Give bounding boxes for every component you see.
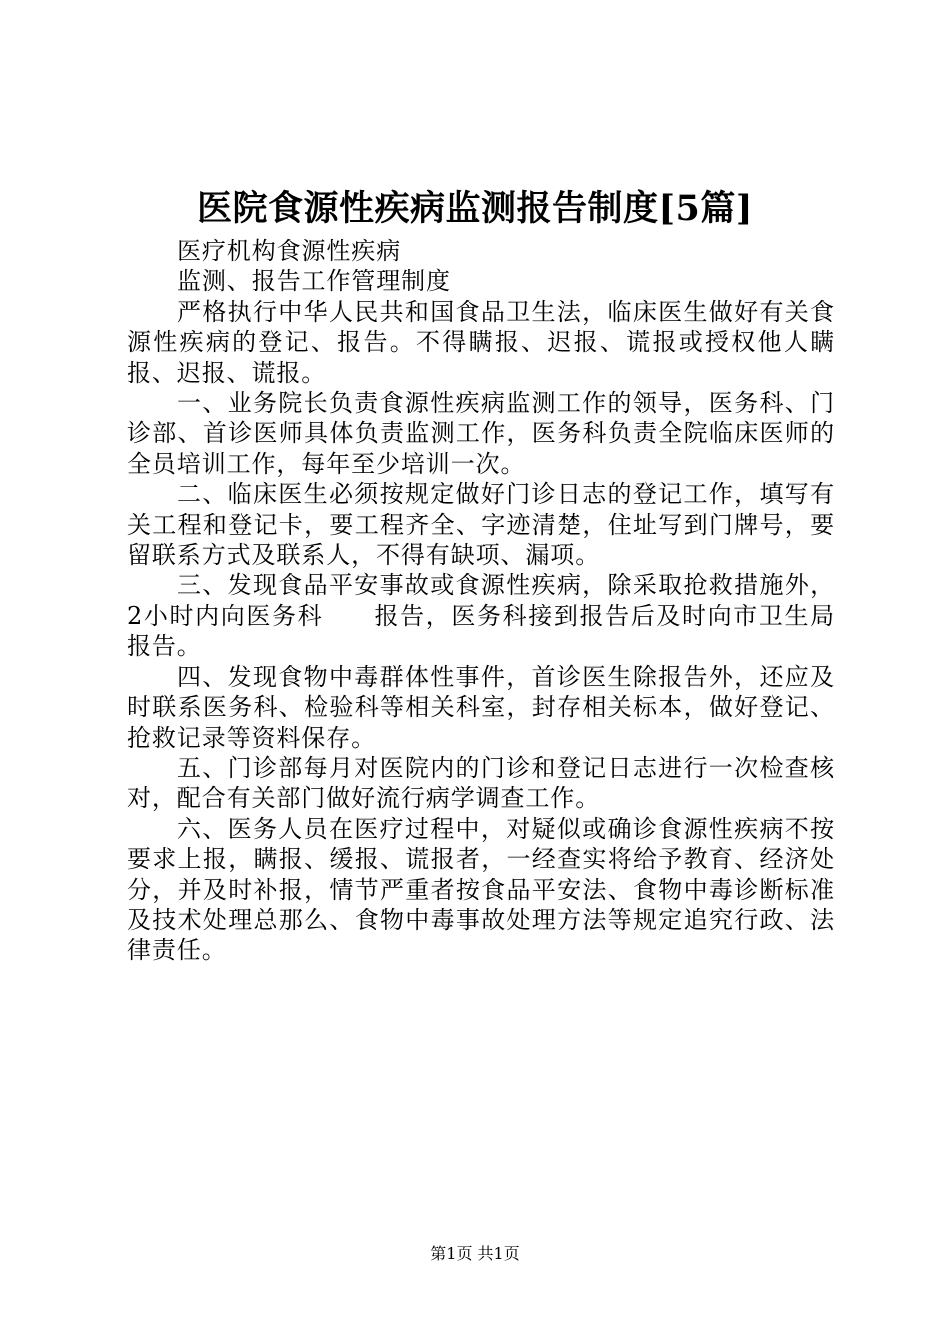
clause-4-paragraph: 四、发现食物中毒群体性事件，首诊医生除报告外，还应及时联系医务科、检验科等相关科室，封存相关标本，做好登记、抢救记录等资料保存。	[127, 662, 835, 752]
clause-1-paragraph: 一、业务院长负责食源性疾病监测工作的领导，医务科、门诊部、首诊医师具体负责监测工作，医务科负责全院临床医师的全员培训工作，每年至少培训一次。	[127, 389, 835, 478]
intro-paragraph: 严格执行中华人民共和国食品卫生法，临床医生做好有关食源性疾病的登记、报告。不得瞒报、迟报、谎报或授权他人瞒报、迟报、谎报。	[127, 297, 835, 387]
document-body	[127, 236, 835, 966]
clause-2-paragraph: 二、临床医生必须按规定做好门诊日志的登记工作，填写有关工程和登记卡，要工程齐全、字迹清楚，住址写到门牌号，要留联系方式及联系人，不得有缺项、漏项。	[127, 480, 835, 570]
page-footer: 第1页 共1页	[430, 1244, 520, 1263]
clause-3-paragraph: 三、发现食品平安事故或食源性疾病，除采取抢救措施外，2小时内向医务科 报告，医务科接到报告后及时向市卫生局报告。	[127, 571, 835, 661]
subtitle-line-1: 医疗机构食源性疾病	[177, 237, 402, 265]
clause-6-paragraph: 六、医务人员在医疗过程中，对疑似或确诊食源性疾病不按要求上报，瞒报、缓报、谎报者，一经查实将给予教育、经济处分，并及时补报，情节严重者按食品平安法、食物中毒诊断标准及技术处理总那么、食物中毒事故处理方法等规定追究行政、法律责任。	[127, 814, 835, 965]
subtitle-line-2: 监测、报告工作管理制度	[177, 267, 451, 296]
clause-5-paragraph: 五、门诊部每月对医院内的门诊和登记日志进行一次检查核对，配合有关部门做好流行病学调查工作。	[127, 753, 835, 813]
document-title: 医院食源性疾病监测报告制度[5篇]	[197, 188, 753, 229]
